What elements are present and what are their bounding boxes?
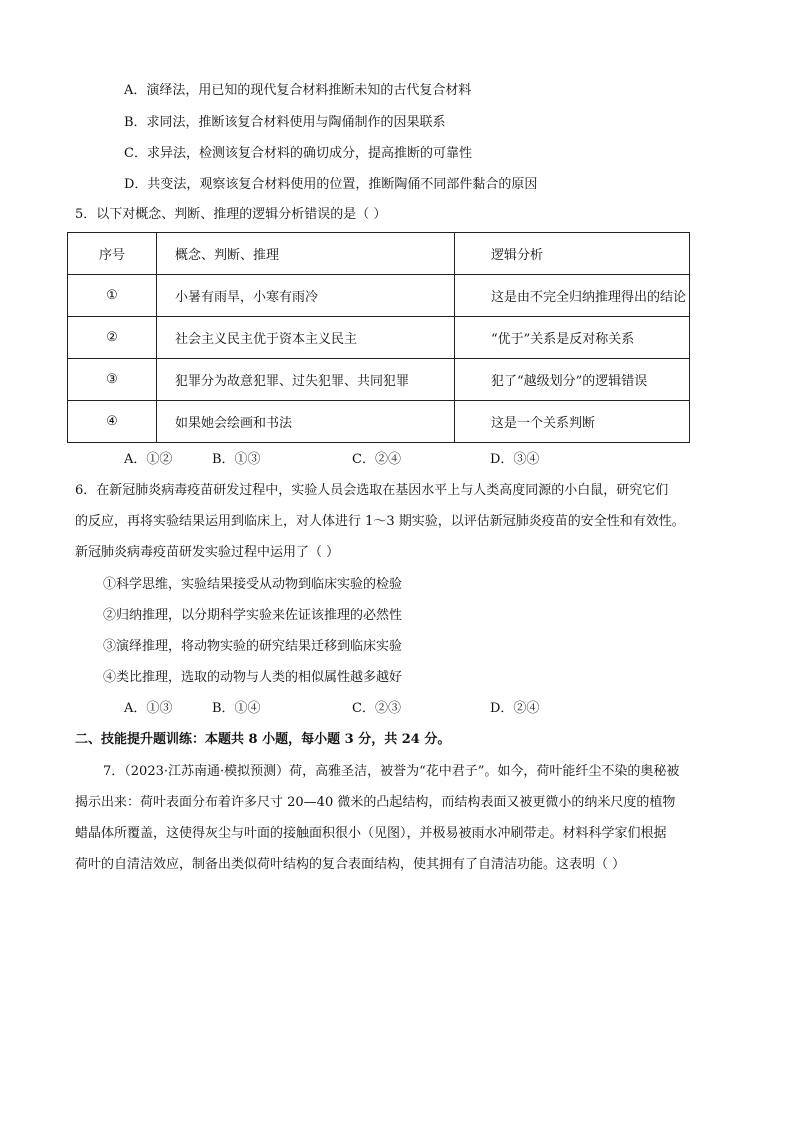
q6-choice-b: B．①④ <box>212 701 261 716</box>
row-statement: 社会主义民主优于资本主义民主 <box>157 317 455 359</box>
q5-stem: 5．以下对概念、判断、推理的逻辑分析错误的是（ ） <box>75 207 387 222</box>
q6-statement: ③演绎推理，将动物实验的研究结果迁移到临床实验 <box>103 639 403 654</box>
row-analysis: 这是一个关系判断 <box>455 401 690 443</box>
q6-choice-d: D．②④ <box>490 701 540 716</box>
q6-choice-c: C．②③ <box>352 701 401 716</box>
q6-statement: ④类比推理，选取的动物与人类的相似属性越多越好 <box>103 670 403 685</box>
header-analysis: 逻辑分析 <box>455 233 690 275</box>
table-row <box>68 275 690 317</box>
q5-choice-a: A．①② <box>124 452 173 467</box>
q5-choice-b: B．①③ <box>212 452 261 467</box>
q6-stem-line: 6．在新冠肺炎病毒疫苗研发过程中，实验人员会选取在基因水平上与人类高度同源的小白鼠，研究它们 <box>75 483 669 498</box>
q5-choice-d: D．③④ <box>490 452 540 467</box>
row-statement: 犯罪分为故意犯罪、过失犯罪、共同犯罪 <box>157 359 455 401</box>
table-header-row <box>68 233 690 275</box>
row-statement: 如果她会绘画和书法 <box>157 401 455 443</box>
q5-logic-table <box>67 232 690 443</box>
q7-line: 7．（2023·江苏南通·模拟预测）荷，高雅圣洁，被誉为“花中君子”。如今，荷叶能纤尘不染的奥秘被 <box>103 764 680 779</box>
row-analysis: 这是由不完全归纳推理得出的结论 <box>455 275 690 317</box>
q6-stem-line: 新冠肺炎病毒疫苗研发实验过程中运用了（ ） <box>75 545 340 560</box>
section-heading: 二、技能提升题训练：本题共 8 小题，每小题 3 分，共 24 分。 <box>75 732 451 747</box>
table-row <box>68 401 690 443</box>
q4-option-c: C．求异法，检测该复合材料的确切成分，提高推断的可靠性 <box>124 146 472 161</box>
header-statement: 概念、判断、推理 <box>157 233 455 275</box>
q6-statement: ①科学思维，实验结果接受从动物到临床实验的检验 <box>103 577 403 592</box>
q4-option-a: A．演绎法，用已知的现代复合材料推断未知的古代复合材料 <box>124 83 472 98</box>
header-index: 序号 <box>68 233 157 275</box>
q7-line: 揭示出来：荷叶表面分布着许多尺寸 20—40 微米的凸起结构，而结构表面又被更微小的纳米尺度的植物 <box>75 795 676 810</box>
row-index: ④ <box>68 401 157 443</box>
row-analysis: “优于”关系是反对称关系 <box>455 317 690 359</box>
row-analysis: 犯了“越级划分”的逻辑错误 <box>455 359 690 401</box>
q7-line: 蜡晶体所覆盖，这使得灰尘与叶面的接触面积很小（见图），并极易被雨水冲刷带走。材料科学家们根据 <box>75 826 667 841</box>
q4-option-b: B．求同法，推断该复合材料使用与陶俑制作的因果联系 <box>124 115 446 130</box>
row-index: ③ <box>68 359 157 401</box>
row-statement: 小暑有雨旱，小寒有雨冷 <box>157 275 455 317</box>
row-index: ② <box>68 317 157 359</box>
q7-line: 荷叶的自清洁效应，制备出类似荷叶结构的复合表面结构，使其拥有了自清洁功能。这表明（ ） <box>75 857 626 872</box>
q5-choice-c: C．②④ <box>352 452 401 467</box>
row-index: ① <box>68 275 157 317</box>
q6-statement: ②归纳推理，以分期科学实验来佐证该推理的必然性 <box>103 608 403 623</box>
table-row <box>68 359 690 401</box>
q4-option-d: D．共变法，观察该复合材料使用的位置，推断陶俑不同部件黏合的原因 <box>124 177 538 192</box>
q6-choice-a: A．①③ <box>124 701 173 716</box>
table-row <box>68 317 690 359</box>
q6-stem-line: 的反应，再将实验结果运用到临床上，对人体进行 1～3 期实验，以评估新冠肺炎疫苗的安全性和有效性。 <box>75 514 685 529</box>
